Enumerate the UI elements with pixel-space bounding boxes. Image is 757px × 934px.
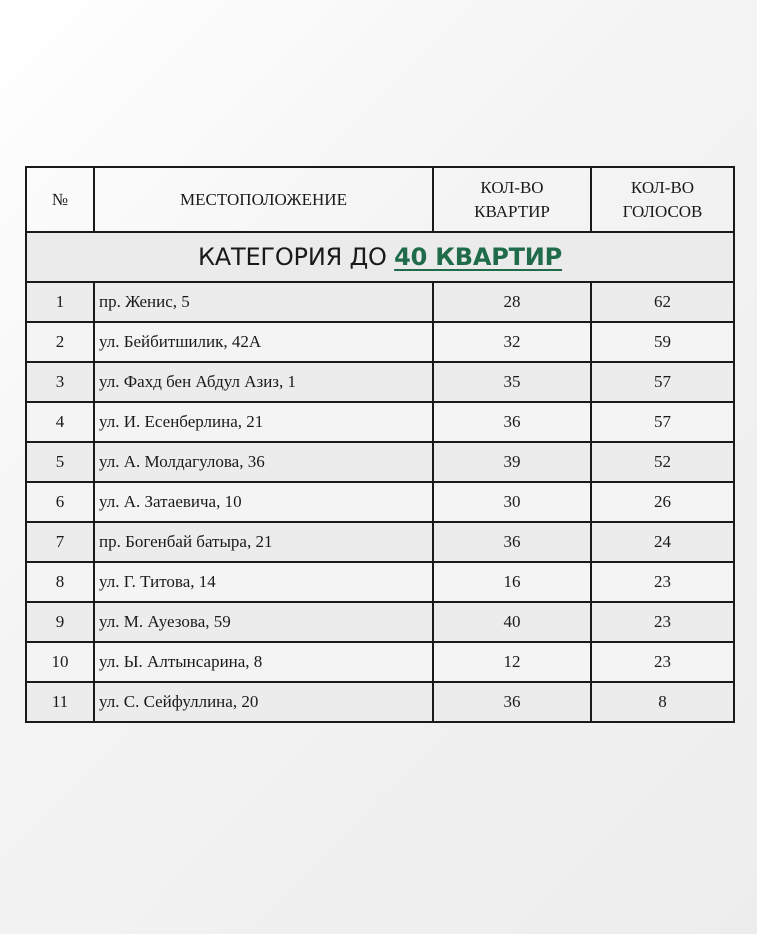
row-votes: 26 <box>591 482 734 522</box>
table-row <box>26 562 734 602</box>
header-apartments-line2: КВАРТИР <box>474 201 550 221</box>
row-location: ул. Фахд бен Абдул Азиз, 1 <box>94 362 433 402</box>
row-votes: 52 <box>591 442 734 482</box>
row-votes: 8 <box>591 682 734 722</box>
category-accent: 40 КВАРТИР <box>394 243 563 271</box>
row-number: 4 <box>26 402 94 442</box>
row-number: 7 <box>26 522 94 562</box>
row-location: пр. Женис, 5 <box>94 282 433 322</box>
row-votes: 62 <box>591 282 734 322</box>
row-apartments: 40 <box>433 602 591 642</box>
row-apartments: 32 <box>433 322 591 362</box>
row-number: 10 <box>26 642 94 682</box>
table-row <box>26 682 734 722</box>
row-location: ул. Бейбитшилик, 42А <box>94 322 433 362</box>
header-location: МЕСТОПОЛОЖЕНИЕ <box>94 167 433 232</box>
row-votes: 23 <box>591 562 734 602</box>
row-location: ул. С. Сейфуллина, 20 <box>94 682 433 722</box>
results-table-container <box>25 166 733 723</box>
category-prefix: КАТЕГОРИЯ ДО <box>197 243 395 271</box>
header-apartments <box>433 167 591 232</box>
results-table <box>25 166 735 723</box>
row-apartments: 36 <box>433 402 591 442</box>
row-apartments: 12 <box>433 642 591 682</box>
table-row <box>26 362 734 402</box>
table-header <box>26 167 734 232</box>
category-row <box>26 232 734 282</box>
row-location: ул. Г. Титова, 14 <box>94 562 433 602</box>
table-row <box>26 602 734 642</box>
row-location: ул. М. Ауезова, 59 <box>94 602 433 642</box>
table-row <box>26 642 734 682</box>
row-apartments: 36 <box>433 682 591 722</box>
row-votes: 57 <box>591 362 734 402</box>
header-apartments-line1: КОЛ-ВО <box>480 177 544 197</box>
row-apartments: 16 <box>433 562 591 602</box>
header-votes-line1: КОЛ-ВО <box>630 177 695 197</box>
row-number: 11 <box>26 682 94 722</box>
row-number: 2 <box>26 322 94 362</box>
table-row <box>26 402 734 442</box>
row-apartments: 35 <box>433 362 591 402</box>
row-votes: 59 <box>591 322 734 362</box>
table-row <box>26 522 734 562</box>
table-row <box>26 322 734 362</box>
category-title <box>26 232 734 282</box>
header-num: № <box>26 167 94 232</box>
header-votes-line2: ГОЛОСОВ <box>622 201 703 221</box>
table-row <box>26 482 734 522</box>
row-apartments: 39 <box>433 442 591 482</box>
row-votes: 23 <box>591 602 734 642</box>
header-row <box>26 167 734 232</box>
row-apartments: 30 <box>433 482 591 522</box>
row-votes: 23 <box>591 642 734 682</box>
row-location: ул. Ы. Алтынсарина, 8 <box>94 642 433 682</box>
row-votes: 24 <box>591 522 734 562</box>
header-votes <box>591 167 734 232</box>
category-section <box>26 232 734 282</box>
row-location: ул. А. Молдагулова, 36 <box>94 442 433 482</box>
row-votes: 57 <box>591 402 734 442</box>
row-location: пр. Богенбай батыра, 21 <box>94 522 433 562</box>
table-row <box>26 282 734 322</box>
row-number: 8 <box>26 562 94 602</box>
table-body <box>26 282 734 722</box>
row-number: 6 <box>26 482 94 522</box>
row-number: 9 <box>26 602 94 642</box>
row-number: 5 <box>26 442 94 482</box>
table-row <box>26 442 734 482</box>
row-apartments: 36 <box>433 522 591 562</box>
row-location: ул. А. Затаевича, 10 <box>94 482 433 522</box>
row-number: 3 <box>26 362 94 402</box>
row-apartments: 28 <box>433 282 591 322</box>
row-number: 1 <box>26 282 94 322</box>
row-location: ул. И. Есенберлина, 21 <box>94 402 433 442</box>
